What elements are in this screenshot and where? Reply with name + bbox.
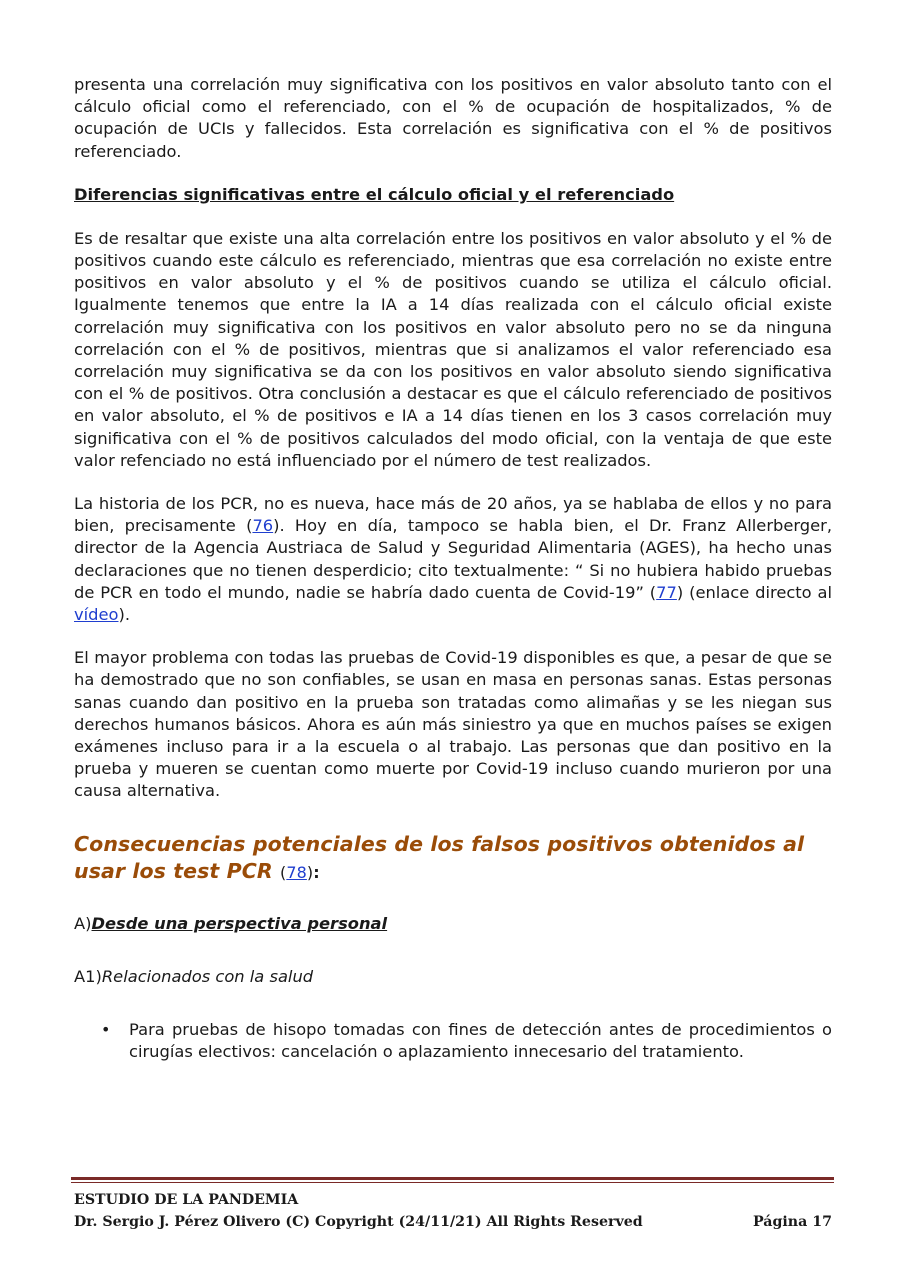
subsection-a1-prefix: A1) <box>74 966 102 986</box>
bullet-list <box>74 1019 832 1063</box>
section-title-text: Consecuencias potenciales de los falsos positivos obtenidos al usar los test PCR <box>74 831 805 883</box>
video-link[interactable]: vídeo <box>74 605 119 625</box>
paragraph-correlation-intro: presenta una correlación muy significativa con los positivos en valor absoluto tanto con el cálculo oficial como el referenciado, con el % de ocupación de hospitalizados, % de ocupación de UCIs y fallecidos. Esta correlación es significativa con el % de positivos referenciado. <box>74 75 832 161</box>
bullet-text: Para pruebas de hisopo tomadas con fines de detección antes de procedimientos o cirugías electivos: cancelación o aplazamiento innecesario del tratamiento. <box>129 1019 832 1061</box>
subsection-a <box>74 913 832 935</box>
pcr-history-text-3: ) (enlace directo al <box>676 582 832 602</box>
footer-page-number: Página 17 <box>753 1213 832 1230</box>
section-colon: : <box>313 862 320 882</box>
footer-copyright: Dr. Sergio J. Pérez Olivero (C) Copyright (24/11/21) All Rights Reserved <box>74 1213 643 1230</box>
section-reference <box>280 863 320 882</box>
subsection-a-label: Desde una perspectiva personal <box>91 913 388 933</box>
pcr-history-text-2: ). Hoy en día, tampoco se habla bien, el Dr. Franz Allerberger, director de la Agencia Austriaca de Salud y Seguridad Alimentaria (AGES), ha hecho unas declaraciones que no tienen desperdicio; cito textualmente: “ Si no hubiera habido pruebas de PCR en todo el mundo, nadie se habría dado cuenta de Covid-19” ( <box>74 516 832 602</box>
section-title-false-positives <box>74 831 832 886</box>
document-page <box>74 74 832 1063</box>
bullet-icon: • <box>101 1019 111 1039</box>
pcr-history-text-4: ). <box>118 605 131 625</box>
heading-significant-differences: Diferencias significativas entre el cálculo oficial y el referenciado <box>74 184 675 204</box>
paragraph-covid-tests-problem: El mayor problema con todas las pruebas de Covid-19 disponibles es que, a pesar de que se ha demostrado que no son confiables, se usan en masa en personas sanas. Estas personas sanas cuando dan positivo en la prueba son tratadas como alimañas y se les niegan sus derechos humanos básicos. Ahora es aún más siniestro ya que en muchos países se exigen exámenes incluso para ir a la escuela o al trabajo. Las personas que dan positivo en la prueba y mueren se cuentan como muerte por Covid-19 incluso cuando murieron por una causa alternativa. <box>74 648 832 801</box>
subsection-a1-label: Relacionados con la salud <box>101 966 314 986</box>
pcr-history-text-1: La historia de los PCR, no es nueva, hace más de 20 años, ya se hablaba de ellos y no para bien, precisamente ( <box>74 494 832 536</box>
reference-link-76[interactable]: 76 <box>252 516 274 536</box>
subsection-a-prefix: A) <box>74 913 92 933</box>
paragraph-differences: Es de resaltar que existe una alta correlación entre los positivos en valor absoluto y el % de positivos cuando este cálculo es referenciado, mientras que esa correlación no existe entre positivos en valor absoluto y el % de positivos cuando se utiliza el cálculo oficial. Igualmente tenemos que entre la IA a 14 días realizada con el cálculo oficial existe correlación muy significativa con los positivos en valor absoluto pero no se da ninguna correlación con el % de positivos, mientras que si analizamos el valor referenciado esa correlación muy significativa se da con los positivos en valor absoluto siendo significativa con el % de positivos. Otra conclusión a destacar es que el cálculo referenciado de positivos en valor absoluto, el % de positivos e IA a 14 días tienen en los 3 casos correlación muy significativa con el % de positivos calculados del modo oficial, con la ventaja de que este valor refenciado no está influenciado por el número de test realizados. <box>74 228 832 470</box>
subsection-a1 <box>74 966 832 988</box>
footer-divider-thin <box>71 1182 834 1183</box>
reference-link-77[interactable]: 77 <box>656 582 677 602</box>
list-item <box>74 1019 832 1063</box>
footer-divider-thick <box>71 1177 834 1180</box>
page-footer <box>74 1190 832 1233</box>
reference-link-78[interactable]: 78 <box>286 862 307 882</box>
paragraph-pcr-history <box>74 493 832 626</box>
footer-row <box>74 1212 832 1234</box>
footer-study-title: ESTUDIO DE LA PANDEMIA <box>74 1192 299 1208</box>
ref-open-paren: ( <box>279 862 287 882</box>
ref-close-paren: ) <box>306 862 314 882</box>
